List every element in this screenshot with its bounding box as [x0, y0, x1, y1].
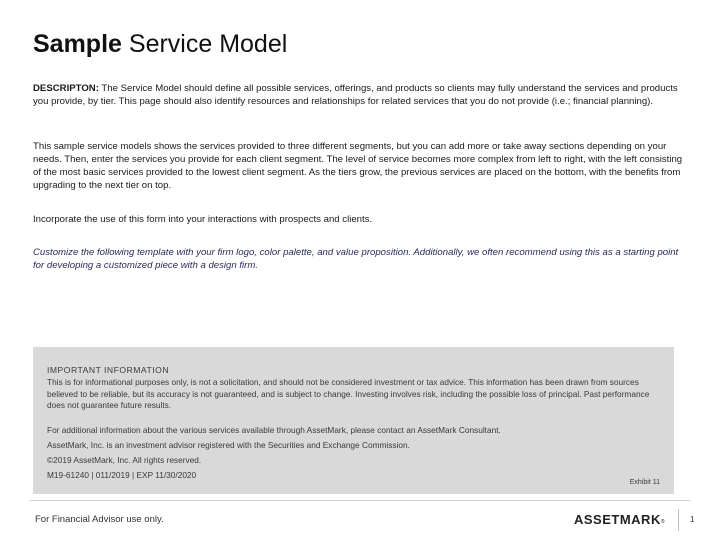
registration-text: AssetMark, Inc. is an investment advisor registered with the Securities and Exchange Commission.: [47, 440, 410, 450]
description-text: The Service Model should define all possible services, offerings, and products so clients may fully understand the services and products you provide, by tier. This page should also identify resources and relationships for related services that you do not provide (i.e.; financial planning).: [33, 83, 678, 107]
compliance-code: M19-61240 | 011/2019 | EXP 11/30/2020: [47, 470, 197, 480]
page-title-rest: Service Model: [128, 30, 288, 58]
copyright-text: ©2019 AssetMark, Inc. All rights reserved.: [47, 455, 202, 465]
footer-note: For Financial Advisor use only.: [35, 514, 164, 525]
incorporate-paragraph: Incorporate the use of this form into your interactions with prospects and clients.: [33, 214, 373, 225]
assetmark-logo-mark: ®: [660, 519, 666, 525]
important-information-heading: IMPORTANT INFORMATION: [47, 365, 170, 375]
page-title: [33, 30, 287, 59]
disclaimer-text: This is for informational purposes only, is not a solicitation, and should not be considered investment or tax advice. This information has been drawn from sources believed to be reliable, but its accuracy is not guaranteed, and is subject to change. Investing involves risk, including the possible loss of principal. Past performance does not guarantee future results.: [47, 377, 650, 410]
exhibit-label: Exhibit 11: [629, 479, 660, 486]
page-number: 1: [690, 515, 695, 524]
important-information-box: [33, 347, 674, 494]
assetmark-logo: [574, 512, 665, 527]
description-paragraph: [33, 82, 683, 108]
contact-text: For additional information about the various services available through AssetMark, please contact an AssetMark Consultant.: [47, 425, 501, 435]
footer-divider: [30, 500, 690, 501]
description-label: DESCRIPTON:: [33, 83, 99, 94]
assetmark-logo-text: ASSETMARK: [574, 512, 661, 527]
segments-paragraph: This sample service models shows the services provided to three different segments, but you can add more or take away sections depending on your needs. Then, enter the services you provide for each client segment. The level of service becomes more complex from left to right, with the left consisting of the most basic services provided to the lowest client segment. As the tiers grow, the previous services are placed on the bottom, with the benefits from upgrading to the next tier on top.: [33, 141, 683, 191]
page-title-bold: Sample: [33, 30, 122, 58]
footer-separator: [678, 509, 679, 531]
customize-paragraph: Customize the following template with your firm logo, color palette, and value proposition. Additionally, we often recommend using this as a starting point for developing a customized piece with a design firm.: [33, 247, 679, 271]
